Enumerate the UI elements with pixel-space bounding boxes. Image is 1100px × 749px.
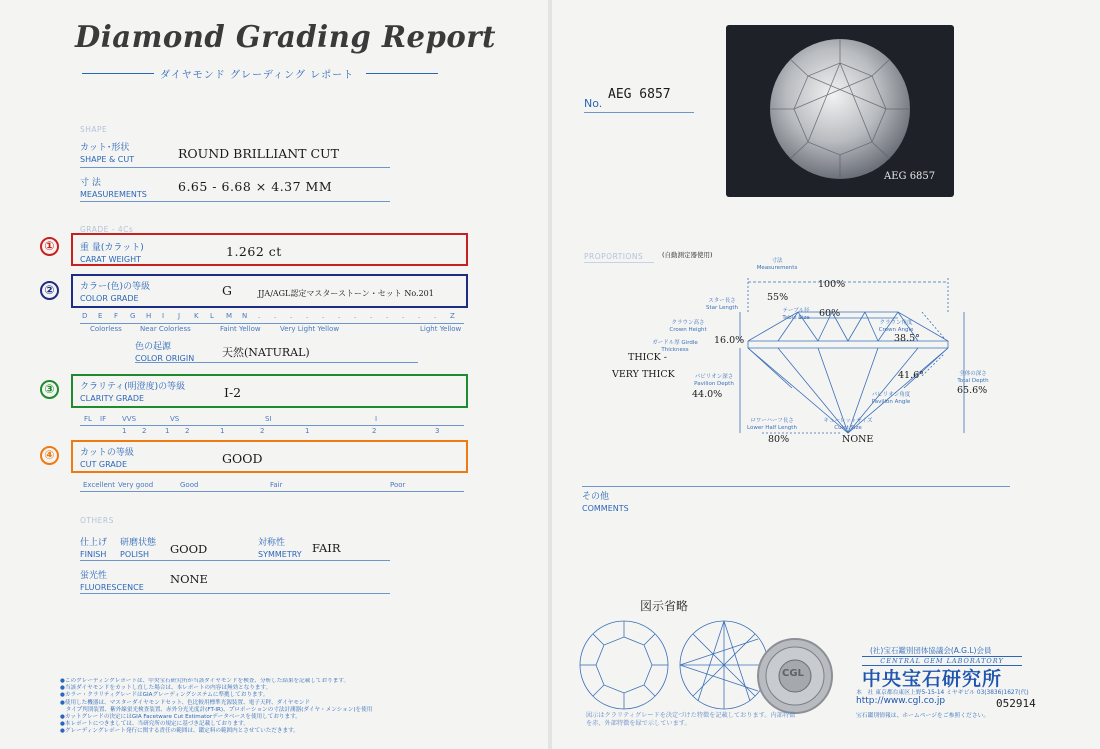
footnote: ●このグレーディングレポートは、中央宝石研究所が当該ダイヤモンドを検査、分析した結果を記載しております。 — [60, 678, 350, 684]
symmetry-label: 対称性 SYMMETRY — [258, 538, 302, 559]
color-scale-letter: . — [322, 312, 325, 320]
section-grade: GRADE - 4Cs — [80, 225, 134, 234]
clarity-scale: FL IF VVS VS SI I 1 2 1 2 1 2 1 2 3 — [80, 415, 464, 439]
masterstone-note: JJA/AGL認定マスターストーン・セット No.201 — [258, 289, 434, 298]
color-scale-letter: N — [242, 312, 248, 320]
color-scale-letter: . — [418, 312, 421, 320]
color-scale-letter: . — [290, 312, 293, 320]
clarity-value: I-2 — [224, 385, 242, 400]
color-scale-letter: M — [226, 312, 233, 320]
cut-grade-value: GOOD — [222, 451, 263, 466]
color-scale-letter: F — [114, 312, 119, 320]
total-width-value: 100% — [818, 279, 846, 290]
crown-height-caption: クラウン高さ Crown Height — [669, 320, 707, 333]
pavilion-angle-value: 41.6° — [898, 370, 924, 381]
color-scale-letter: L — [210, 312, 214, 320]
color-scale-letter: K — [194, 312, 199, 320]
lower-half-caption: ロワーハーフ長さ Lower Half Length — [747, 418, 797, 431]
girdle-value-line2: VERY THICK — [612, 369, 675, 380]
total-depth-caption: 全体の深さ Total Depth — [957, 371, 989, 384]
comments-label: その他 COMMENTS — [582, 492, 629, 513]
carat-value: 1.262 ct — [226, 244, 282, 259]
origin-underline — [135, 362, 418, 363]
footnote: ●カットグレードの決定にはGIA Facetware Cut Estimatorデータベースを使用しております。 — [60, 714, 301, 721]
diagram-note: 図示はクラリティグレードを決定づけた特徴を記載しております。内部特徴を赤、外部特徴を緑で示しています。 — [586, 712, 796, 727]
footnote: ●カラー・クラリティグレードはGIAグレーディングシステムに準拠しております。 — [60, 692, 269, 699]
color-scale-letter: Z — [450, 312, 455, 320]
polish-value: GOOD — [170, 542, 208, 556]
table-size-caption: テーブル径 Table Size — [782, 308, 810, 321]
report-no-label: No. — [584, 97, 603, 110]
measurements-underline — [80, 201, 390, 202]
footnotes — [60, 678, 500, 736]
scale-colorless: Colorless — [90, 325, 122, 333]
color-grade-value: G — [222, 283, 232, 298]
clarity-label: クラリティ(明澄度)の等級 CLARITY GRADE — [80, 382, 186, 403]
diagram-omitted-label: 図示省略 — [640, 599, 689, 613]
diamond-photo — [726, 25, 954, 197]
culet-caption: キューレットサイズ Culet Size — [823, 418, 873, 431]
report-subtitle: ダイヤモンド グレーディング レポート — [160, 70, 355, 81]
footnote: ●使用した機器は、マスターダイヤモンドセット、色比較用標準光源装置、電子天秤、ダイヤモンド — [60, 699, 311, 706]
lab-website[interactable]: http://www.cgl.co.jp — [856, 696, 946, 706]
girdle-value-line1: THICK - — [628, 352, 667, 363]
footnote: タイプ判別装置、紫外線蛍光検査装置、赤外分光光度計(FT-IR)、プロポーションの寸法計測器(ダイヤ・メンション)を使用 — [60, 706, 373, 713]
footnote: ●当該ダイヤモンドをカットし直した場合は、本レポートの内容は無効となります。 — [60, 685, 272, 692]
crown-angle-caption: クラウン角度 Crown Angle — [878, 320, 914, 333]
color-scale-letter: . — [386, 312, 389, 320]
color-origin-label: 色の起源 COLOR ORIGIN — [135, 342, 195, 363]
shape-cut-label: カット･形状 SHAPE & CUT — [80, 143, 135, 164]
cut-scale: Excellent Very good Good Fair Poor — [80, 481, 464, 493]
report-no-underline — [584, 112, 694, 113]
color-origin-value: 天然(NATURAL) — [222, 346, 310, 359]
scale-very-light-yellow: Very Light Yellow — [280, 325, 340, 333]
section-others: OTHERS — [80, 516, 114, 525]
grading-report-right-page — [552, 0, 1100, 749]
clarity-plot-diagrams — [578, 615, 778, 715]
scale-light-yellow: Light Yellow — [420, 325, 462, 333]
crown-height-value: 16.0% — [714, 335, 745, 346]
photo-caption: AEG 6857 — [884, 171, 936, 182]
color-scale-letter: . — [434, 312, 437, 320]
proportions-underline — [584, 262, 654, 263]
shape-cut-value: ROUND BRILLIANT CUT — [178, 146, 339, 161]
total-depth-value: 65.6% — [957, 385, 988, 396]
lower-half-value: 80% — [768, 434, 790, 445]
finish-underline — [80, 560, 390, 561]
carat-label: 重 量(カラット) CARAT WEIGHT — [80, 243, 144, 264]
color-scale-letter: . — [402, 312, 405, 320]
star-length-caption: スター長さ Star Length — [706, 298, 738, 311]
website-note: 宝石鑑別情報は、ホームページをご参照ください。 — [856, 713, 990, 719]
color-scale-letter: . — [274, 312, 277, 320]
title-rule-right — [366, 73, 438, 74]
table-size-value: 60% — [819, 308, 841, 319]
scale-near-colorless: Near Colorless — [140, 325, 191, 333]
color-scale-letter: . — [258, 312, 261, 320]
agl-member-line: (社)宝石鑑別団体協議会(A.G.L)会員 — [870, 646, 992, 655]
section-shape: SHAPE — [80, 125, 108, 134]
serial-number: 052914 — [996, 697, 1036, 710]
color-scale-letter: G — [130, 312, 136, 320]
color-scale-letter: . — [306, 312, 309, 320]
footnote: ●本レポートにつきましては、当研究所の規定に基づき記載しております。 — [60, 721, 249, 728]
title-rule-left — [82, 73, 154, 74]
color-scale-letter: . — [354, 312, 357, 320]
marker-1: ① — [40, 237, 59, 256]
crown-angle-value: 38.5° — [894, 333, 920, 344]
color-scale-letter: . — [338, 312, 341, 320]
cut-grade-label: カットの等級 CUT GRADE — [80, 448, 134, 469]
color-scale-letter: D — [82, 312, 88, 320]
scale-faint-yellow: Faint Yellow — [220, 325, 261, 333]
report-title: Diamond Grading Report — [75, 20, 496, 55]
shape-cut-underline — [80, 167, 390, 168]
color-scale-letter: J — [178, 312, 181, 320]
measurements-value: 6.65 - 6.68 × 4.37 MM — [178, 179, 333, 194]
color-scale-letter: H — [146, 312, 152, 320]
fluorescence-label: 蛍光性 FLUORESCENCE — [80, 571, 144, 592]
fluorescence-value: NONE — [170, 572, 208, 586]
marker-4: ④ — [40, 446, 59, 465]
color-scale-letter: . — [370, 312, 373, 320]
marker-2: ② — [40, 281, 59, 300]
finish-label: 仕上げ FINISH — [80, 538, 108, 559]
comments-top-rule — [582, 486, 1010, 487]
grading-report-left-page — [0, 0, 548, 749]
pavilion-depth-caption: パビリオン深さ Pavilion Depth — [694, 374, 734, 387]
pavilion-depth-value: 44.0% — [692, 389, 723, 400]
fluorescence-underline — [80, 593, 390, 594]
measurements-caption: 寸法 Measurements — [756, 258, 798, 271]
polish-label: 研磨状態 POLISH — [120, 538, 157, 559]
section-proportions: PROPORTIONS — [584, 252, 644, 261]
symmetry-value: FAIR — [312, 541, 341, 555]
auto-measure-note: (自動測定器使用) — [662, 251, 713, 259]
lab-address: 本 社 東京都台東区上野5-15-14 ミヤギビル 03(3836)1627(代) — [856, 690, 1029, 696]
color-scale — [80, 312, 464, 336]
report-number: AEG 6857 — [608, 87, 671, 102]
star-length-value: 55% — [767, 292, 789, 303]
girdle-caption: ガードル厚 Girdle Thickness — [652, 340, 698, 353]
footnote: ●グレーディングレポート発行に関する責任の範囲は、鑑定料の範囲内とさせていただきます。 — [60, 728, 299, 735]
culet-value: NONE — [842, 434, 874, 445]
pavilion-angle-caption: パビリオン角度 Pavilion Angle — [871, 392, 911, 405]
lab-name-jp: 中央宝石研究所 — [862, 668, 1003, 690]
color-grade-label: カラー(色)の等級 COLOR GRADE — [80, 282, 151, 303]
measurements-label: 寸 法 MEASUREMENTS — [80, 178, 147, 199]
color-scale-letter: E — [98, 312, 103, 320]
lab-name-en: CENTRAL GEM LABORATORY — [862, 656, 1022, 666]
color-scale-letter: I — [162, 312, 165, 320]
marker-3: ③ — [40, 380, 59, 399]
seal-text: CGL — [782, 668, 804, 679]
